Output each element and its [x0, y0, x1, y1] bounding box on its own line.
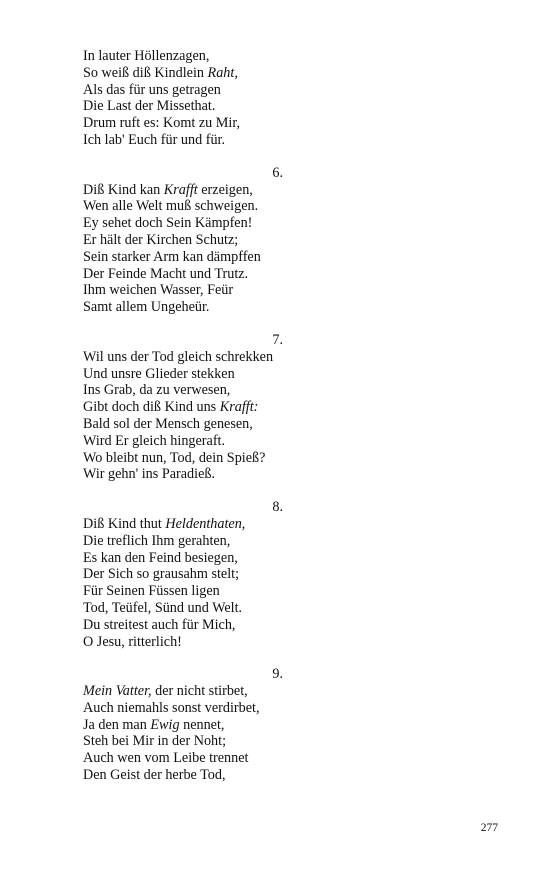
text-segment: Auch wen vom Leibe trennet — [83, 750, 249, 767]
verse-line — [83, 266, 313, 283]
verse-line — [83, 382, 313, 399]
text-segment: So weiß diß Kindlein — [83, 64, 208, 81]
stanza — [83, 165, 313, 316]
text-segment: Diß Kind kan — [83, 181, 164, 198]
verse-line — [83, 566, 313, 583]
text-segment: Und unsre Glieder stekken — [83, 365, 235, 382]
verse-line — [83, 198, 313, 215]
page-number: 277 — [480, 822, 498, 834]
verse-line — [83, 516, 313, 533]
text-segment: der nicht stirbet, — [151, 683, 248, 700]
text-segment: Bald sol der Mensch genesen, — [83, 415, 253, 432]
verse-line — [83, 98, 313, 115]
verse-line — [83, 767, 313, 784]
verse-line — [83, 533, 313, 550]
text-segment: nennet, — [179, 716, 225, 733]
text-segment: Tod, Teüfel, Sünd und Welt. — [83, 599, 243, 616]
verse-line — [83, 583, 313, 600]
verse-line — [83, 416, 313, 433]
text-segment: Ey sehet doch Sein Kämpfen! — [83, 215, 253, 232]
text-segment: Du streitest auch für Mich, — [83, 616, 236, 633]
text-segment: Den Geist der herbe Tod, — [83, 767, 226, 784]
verse-line — [83, 750, 313, 767]
verse-line — [83, 466, 313, 483]
verse-line — [83, 717, 313, 734]
stanza-number: 9. — [272, 666, 283, 683]
italic-text: Krafft: — [219, 399, 259, 416]
verse-line — [83, 450, 313, 467]
text-segment: Wen alle Welt muß schweigen. — [83, 198, 259, 215]
text-segment: Drum ruft es: Komt zu Mir, — [83, 115, 241, 132]
text-segment: Wo bleibt nun, Tod, dein Spieß? — [83, 449, 266, 466]
text-segment: Der Sich so grausahm stelt; — [83, 566, 240, 583]
verse-line — [83, 600, 313, 617]
verse-line — [83, 115, 313, 132]
stanza-number: 8. — [272, 499, 283, 516]
text-segment: Der Feinde Macht und Trutz. — [83, 265, 249, 282]
italic-text: Mein Vatter, — [83, 683, 152, 700]
italic-text: Krafft — [163, 181, 198, 198]
text-segment: Gibt doch diß Kind uns — [83, 399, 220, 416]
text-segment: Wil uns der Tod gleich schrekken — [83, 348, 274, 365]
text-segment: Auch niemahls sonst verdirbet, — [83, 699, 260, 716]
text-segment: Ich lab' Euch für und für. — [83, 131, 226, 148]
verse-line — [83, 65, 313, 82]
verse-line — [83, 733, 313, 750]
stanza — [83, 48, 313, 149]
text-segment: Wird Er gleich hingeraft. — [83, 432, 226, 449]
text-segment: Ihm weichen Wasser, Feür — [83, 282, 234, 299]
verse-line — [83, 282, 313, 299]
text-segment: Steh bei Mir in der Noht; — [83, 733, 227, 750]
text-segment: Er hält der Kirchen Schutz; — [83, 231, 239, 248]
verse-line — [83, 249, 313, 266]
text-segment: Für Seinen Füssen ligen — [83, 583, 220, 600]
verse-line — [83, 617, 313, 634]
verse-line — [83, 82, 313, 99]
text-segment: Es kan den Feind besiegen, — [83, 549, 238, 566]
text-segment: Diß Kind thut — [83, 515, 166, 532]
poem-text — [83, 48, 313, 784]
stanza-number: 7. — [272, 331, 283, 348]
italic-text: Raht, — [207, 64, 238, 81]
verse-line — [83, 700, 313, 717]
verse-line — [83, 182, 313, 199]
text-segment: Samt allem Ungeheür. — [83, 299, 210, 316]
text-segment: Die treflich Ihm gerahten, — [83, 532, 231, 549]
verse-line — [83, 299, 313, 316]
text-segment: In lauter Höllenzagen, — [83, 48, 210, 64]
text-segment: O Jesu, ritterlich! — [83, 633, 182, 650]
text-segment: Als das für uns getragen — [83, 81, 221, 98]
verse-line — [83, 366, 313, 383]
text-segment: Die Last der Missethat. — [83, 98, 216, 115]
text-segment: Sein starker Arm kan dämpffen — [83, 248, 261, 265]
italic-text: Ewig — [150, 716, 180, 733]
stanza — [83, 332, 313, 483]
text-segment: erzeigen, — [197, 181, 253, 198]
verse-line — [83, 215, 313, 232]
verse-line — [83, 48, 313, 65]
text-segment: Ins Grab, da zu verwesen, — [83, 382, 231, 399]
text-segment: Ja den man — [83, 716, 151, 733]
verse-line — [83, 634, 313, 651]
text-segment: Wir gehn' ins Paradieß. — [83, 466, 216, 483]
italic-text: Heldenthaten, — [165, 515, 246, 532]
verse-line — [83, 683, 313, 700]
stanza — [83, 666, 313, 784]
stanza-number: 6. — [272, 164, 283, 181]
verse-line — [83, 399, 313, 416]
stanza — [83, 499, 313, 650]
verse-line — [83, 349, 313, 366]
verse-line — [83, 550, 313, 567]
verse-line — [83, 433, 313, 450]
verse-line — [83, 132, 313, 149]
verse-line — [83, 232, 313, 249]
